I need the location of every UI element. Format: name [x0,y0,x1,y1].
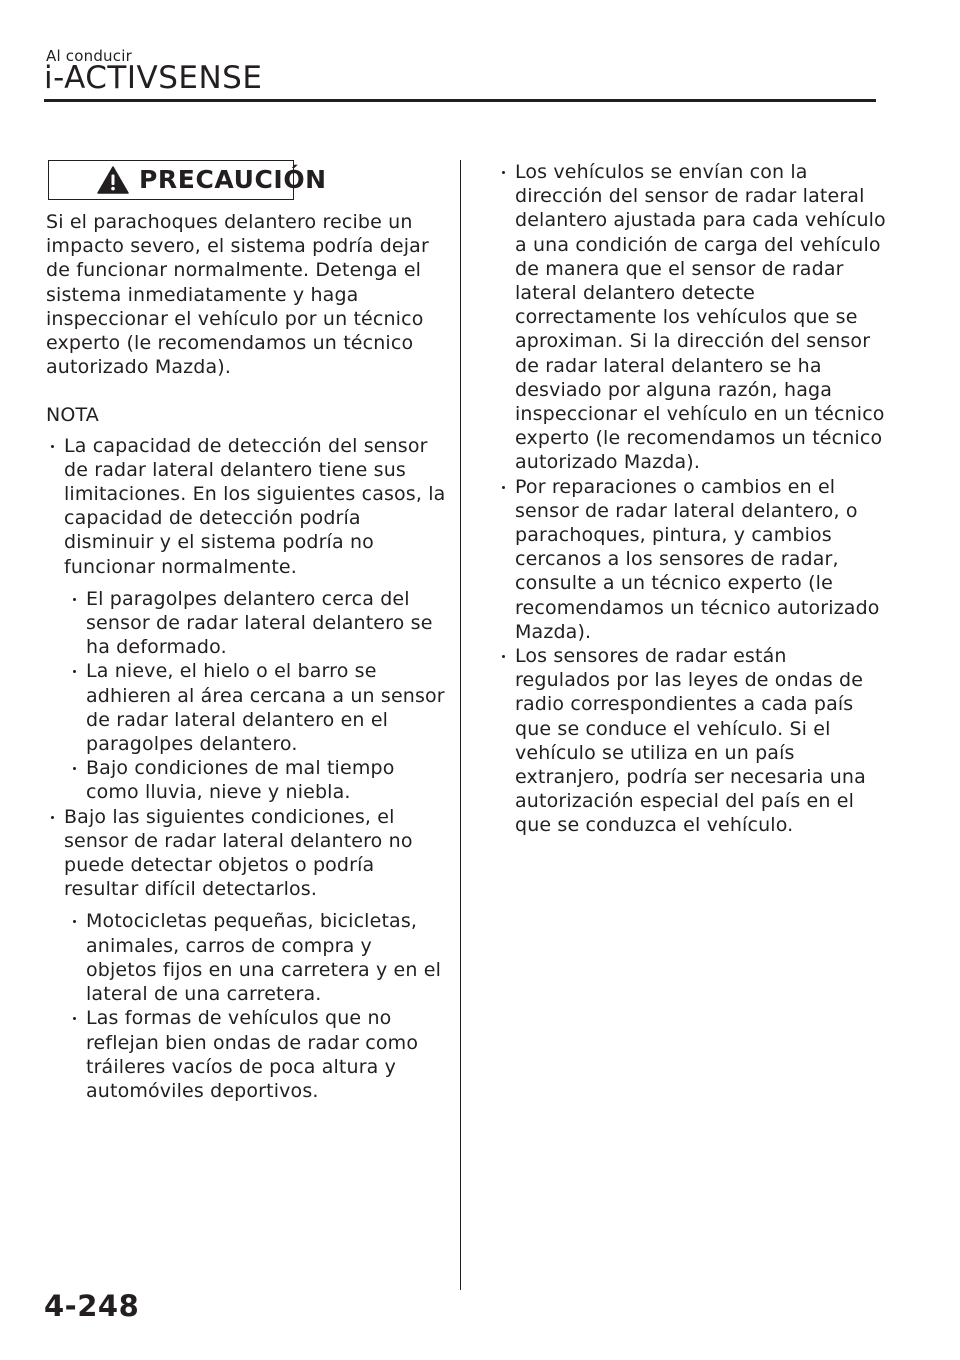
note-item: La capacidad de detección del sensor de radar lateral delantero tiene sus limitaciones. En los siguientes casos, la capacidad de detección podría disminuir y el sistema podría no funcionar normalmente. [46,434,446,579]
note-subitem: El paragolpes delantero cerca del sensor de radar lateral delantero se ha deformado. [68,587,446,660]
header-rule [44,99,876,102]
column-divider [460,160,461,1290]
warning-triangle-icon [97,166,129,194]
note-subitem: Bajo condiciones de mal tiempo como lluvia, nieve y niebla. [68,756,446,804]
note-item: Por reparaciones o cambios en el sensor de radar lateral delantero, o parachoques, pintura, y cambios cercanos a los sensores de radar, consulte a un técnico experto (le recomendamos un técnico autorizado Mazda). [497,475,887,644]
caution-heading [48,160,327,200]
page-title: i-ACTIVSENSE [44,60,263,96]
note-subitem: Motocicletas pequeñas, bicicletas, animales, carros de compra y objetos fijos en una carretera y en el lateral de una carretera. [68,909,446,1006]
right-column [497,160,887,838]
caution-label: PRECAUCIÓN [139,165,327,194]
note-title: NOTA [46,404,99,427]
note-subitem: La nieve, el hielo o el barro se adhieren al área cercana a un sensor de radar lateral delantero en el paragolpes delantero. [68,659,446,756]
caution-text: Si el parachoques delantero recibe un impacto severo, el sistema podría dejar de funcionar normalmente. Detenga el sistema inmediatamente y haga inspeccionar el vehículo por un técnico experto (le recomendamos un técnico autorizado Mazda). [46,211,429,379]
page-number: 4-248 [44,1289,140,1323]
note-subitem: Las formas de vehículos que no reflejan bien ondas de radar como tráileres vacíos de poca altura y automóviles deportivos. [68,1006,446,1103]
left-column [46,160,446,1103]
note-item: Bajo las siguientes condiciones, el sensor de radar lateral delantero no puede detectar objetos o podría resultar difícil detectarlos. [46,805,446,902]
note-item: Los sensores de radar están regulados por las leyes de ondas de radio correspondientes a cada país que se conduce el vehículo. Si el vehículo se utiliza en un país extranjero, podría ser necesaria una autorización especial del país en el que se conduzca el vehículo. [497,644,887,838]
note-item: Los vehículos se envían con la dirección del sensor de radar lateral delantero ajustada para cada vehículo a una condición de carga del vehículo de manera que el sensor de radar lateral delantero detecte correctamente los vehículos que se aproximan. Si la dirección del sensor de radar lateral delantero se ha desviado por alguna razón, haga inspeccionar el vehículo en un técnico experto (le recomendamos un técnico autorizado Mazda). [497,160,887,475]
section-label: Al conducir [46,47,132,65]
